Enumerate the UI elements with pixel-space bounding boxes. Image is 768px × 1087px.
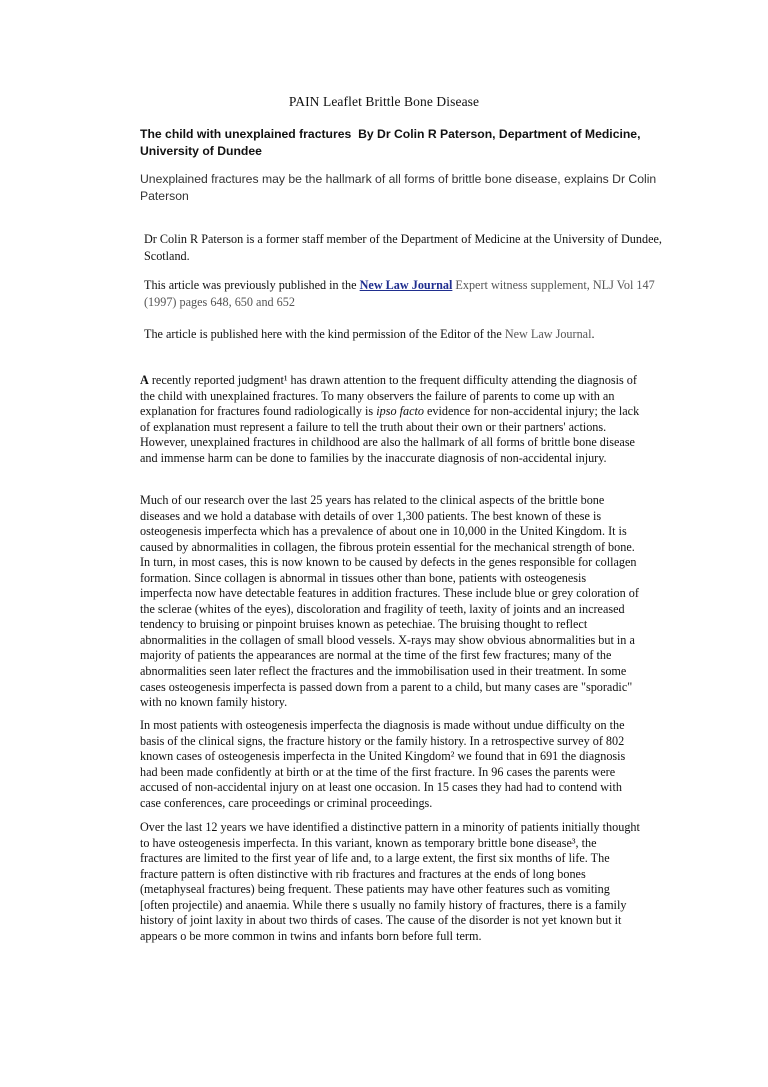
body-paragraph-1 <box>140 373 640 466</box>
p1-italic: ipso facto <box>376 404 424 419</box>
permission-journal-name: New Law Journal <box>504 327 592 341</box>
new-law-journal-link[interactable]: New Law Journal <box>359 278 453 292</box>
permission-note <box>144 326 674 343</box>
p1-text-a: recently reported judgment¹ has drawn attention to the frequent difficulty attending the diagnosis of the child with unexplained fractures. To many observers the failure of parents to come up with an explanation for fractures found radiologically is <box>140 373 637 419</box>
article-heading <box>140 126 660 160</box>
article-title: The child with unexplained fractures <box>140 127 352 141</box>
document-title: PAIN Leaflet Brittle Bone Disease <box>288 94 480 109</box>
drop-initial: A <box>140 373 149 387</box>
body-paragraph-2: Much of our research over the last 25 years has related to the clinical aspects of the brittle bone diseases and we hold a database with details of over 1,300 patients. The best known of these is osteogenesis imperfecta which has a prevalence of about one in 10,000 in the United Kingdom. It is caused by abnormalities in collagen, the fibrous protein essential for the mechanical strength of bone. In turn, in most cases, this is now known to be caused by defects in the genes responsible for collagen formation. Since collagen is abnormal in tissues other than bone, patients with osteogenesis imperfecta now have detectable features in addition fractures. These include blue or grey coloration of the sclerae (whites of the eyes), discoloration and fragility of teeth, laxity of joints and an increased tendency to bruising or pinpoint bruises known as petechiae. The bruising thought to reflect abnormalities in the collagen of small blood vessels. X-rays may show obvious abnormalities but in a majority of patients the appearances are normal at the time of the first few fractures; many of the abnormalities seen later reflect the fractures and the immobilisation used in their treatment. In some cases osteogenesis imperfecta is passed down from a parent to a child, but many cases are "sporadic" with no known family history. <box>140 493 639 710</box>
publication-note-prefix: This article was previously published in the <box>144 278 357 292</box>
p1-text-b: evidence for non-accidental injury; the lack of explanation must represent a failure to tell the truth about their own or their partners' actions. However, unexplained fractures in childhood are also the hallmark of all forms of brittle bone disease and immense harm can be done to families by the inaccurate diagnosis of non-accidental injury. <box>140 404 640 465</box>
publication-note-suffix: Expert witness supplement, NLJ Vol 147 (1997) pages 648, 650 and 652 <box>144 278 655 309</box>
article-byline: By Dr Colin R Paterson, Department of Medicine, University of Dundee <box>140 127 641 158</box>
article-standfirst: Unexplained fractures may be the hallmark of all forms of brittle bone disease, explains Dr Colin Paterson <box>140 172 657 203</box>
permission-note-prefix: The article is published here with the kind permission of the Editor of the <box>144 327 502 341</box>
publication-note <box>144 277 674 311</box>
body-paragraph-4: Over the last 12 years we have identified a distinctive pattern in a minority of patients initially thought to have osteogenesis imperfecta. In this variant, known as temporary brittle bone disease³, the fractures are limited to the first year of life and, to a large extent, the first six months of life. The fracture pattern is often distinctive with rib fractures and fractures at the ends of long bones (metaphyseal fractures) being frequent. These patients may have other features such as vomiting [often projectile) and anaemia. While there s usually no family history of fractures, there is a family history of joint laxity in about two thirds of cases. The cause of the disorder is not yet known but it appears o be more common in twins and infants born before full term. <box>140 820 640 943</box>
body-paragraph-3: In most patients with osteogenesis imperfecta the diagnosis is made without undue difficulty on the basis of the clinical signs, the fracture history or the family history. In a retrospective survey of 802 known cases of osteogenesis imperfecta in the United Kingdom² we found that in 691 the diagnosis had been made confidently at birth or at the time of the first fracture. In 96 cases the parents were accused of non-accidental injury on at least one occasion. In 15 cases they had had to contend with case conferences, care proceedings or criminal proceedings. <box>140 718 626 810</box>
author-bio: Dr Colin R Paterson is a former staff member of the Department of Medicine at the University of Dundee, Scotland. <box>144 232 662 263</box>
permission-note-end: . <box>591 327 595 341</box>
